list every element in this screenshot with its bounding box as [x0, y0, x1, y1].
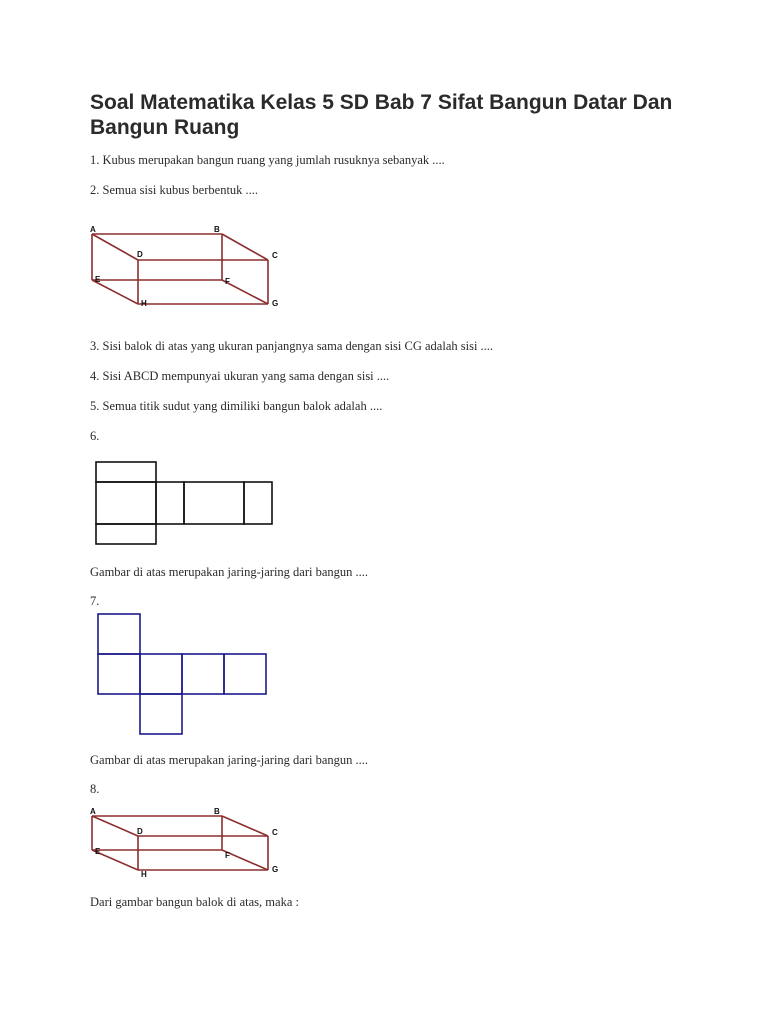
net-face-side-1 — [156, 482, 184, 524]
net-face-back — [184, 482, 244, 524]
question-7-number: 7. — [90, 594, 100, 608]
net-square-right-2 — [224, 654, 266, 694]
question-6-text: Gambar di atas merupakan jaring-jaring dari bangun .... — [90, 565, 369, 579]
net-square-right-1 — [182, 654, 224, 694]
net-square-left — [98, 654, 140, 694]
question-6-number: 6. — [90, 429, 100, 443]
label-b: B — [214, 225, 220, 234]
page-title: Soal Matematika Kelas 5 SD Bab 7 Sifat Bangun Datar Dan Bangun Ruang — [90, 91, 673, 139]
question-8-text: Dari gambar bangun balok di atas, maka : — [90, 895, 299, 909]
label-e: E — [95, 275, 101, 284]
question-7-text: Gambar di atas merupakan jaring-jaring dari bangun .... — [90, 753, 369, 767]
net-square-top — [98, 614, 140, 654]
edge-bc — [222, 234, 268, 260]
label-a: A — [90, 225, 96, 234]
label-c: C — [272, 828, 278, 837]
question-4: 4. Sisi ABCD mempunyai ukuran yang sama dengan sisi .... — [90, 369, 390, 383]
net-face-top — [96, 462, 156, 482]
label-g: G — [272, 299, 279, 308]
question-5: 5. Semua titik sudut yang dimiliki bangun balok adalah .... — [90, 399, 383, 413]
question-2: 2. Semua sisi kubus berbentuk .... — [90, 183, 259, 197]
net-figure-3 — [80, 612, 280, 736]
cuboid-figure-1 — [80, 222, 320, 312]
question-1: 1. Kubus merupakan bangun ruang yang jumlah rusuknya sebanyak .... — [90, 153, 445, 167]
label-g: G — [272, 865, 279, 874]
label-d: D — [137, 827, 143, 836]
net-square-center — [140, 654, 182, 694]
label-h: H — [141, 870, 147, 879]
net-face-side-2 — [244, 482, 272, 524]
label-a: A — [90, 807, 96, 816]
label-b: B — [214, 807, 220, 816]
label-f: F — [225, 277, 230, 286]
net-face-left — [96, 482, 156, 524]
net-figure-2 — [80, 458, 280, 548]
question-3: 3. Sisi balok di atas yang ukuran panjangnya sama dengan sisi CG adalah sisi .... — [90, 339, 494, 353]
edge-ad — [92, 234, 138, 260]
net-square-bottom — [140, 694, 182, 734]
label-d: D — [137, 250, 143, 259]
label-e: E — [95, 847, 101, 856]
label-c: C — [272, 251, 278, 260]
edge-bc — [222, 816, 268, 836]
edge-ad — [92, 816, 138, 836]
question-8-number: 8. — [90, 782, 100, 796]
net-face-bottom — [96, 524, 156, 544]
label-f: F — [225, 851, 230, 860]
label-h: H — [141, 299, 147, 308]
cuboid-figure-4 — [80, 806, 320, 878]
